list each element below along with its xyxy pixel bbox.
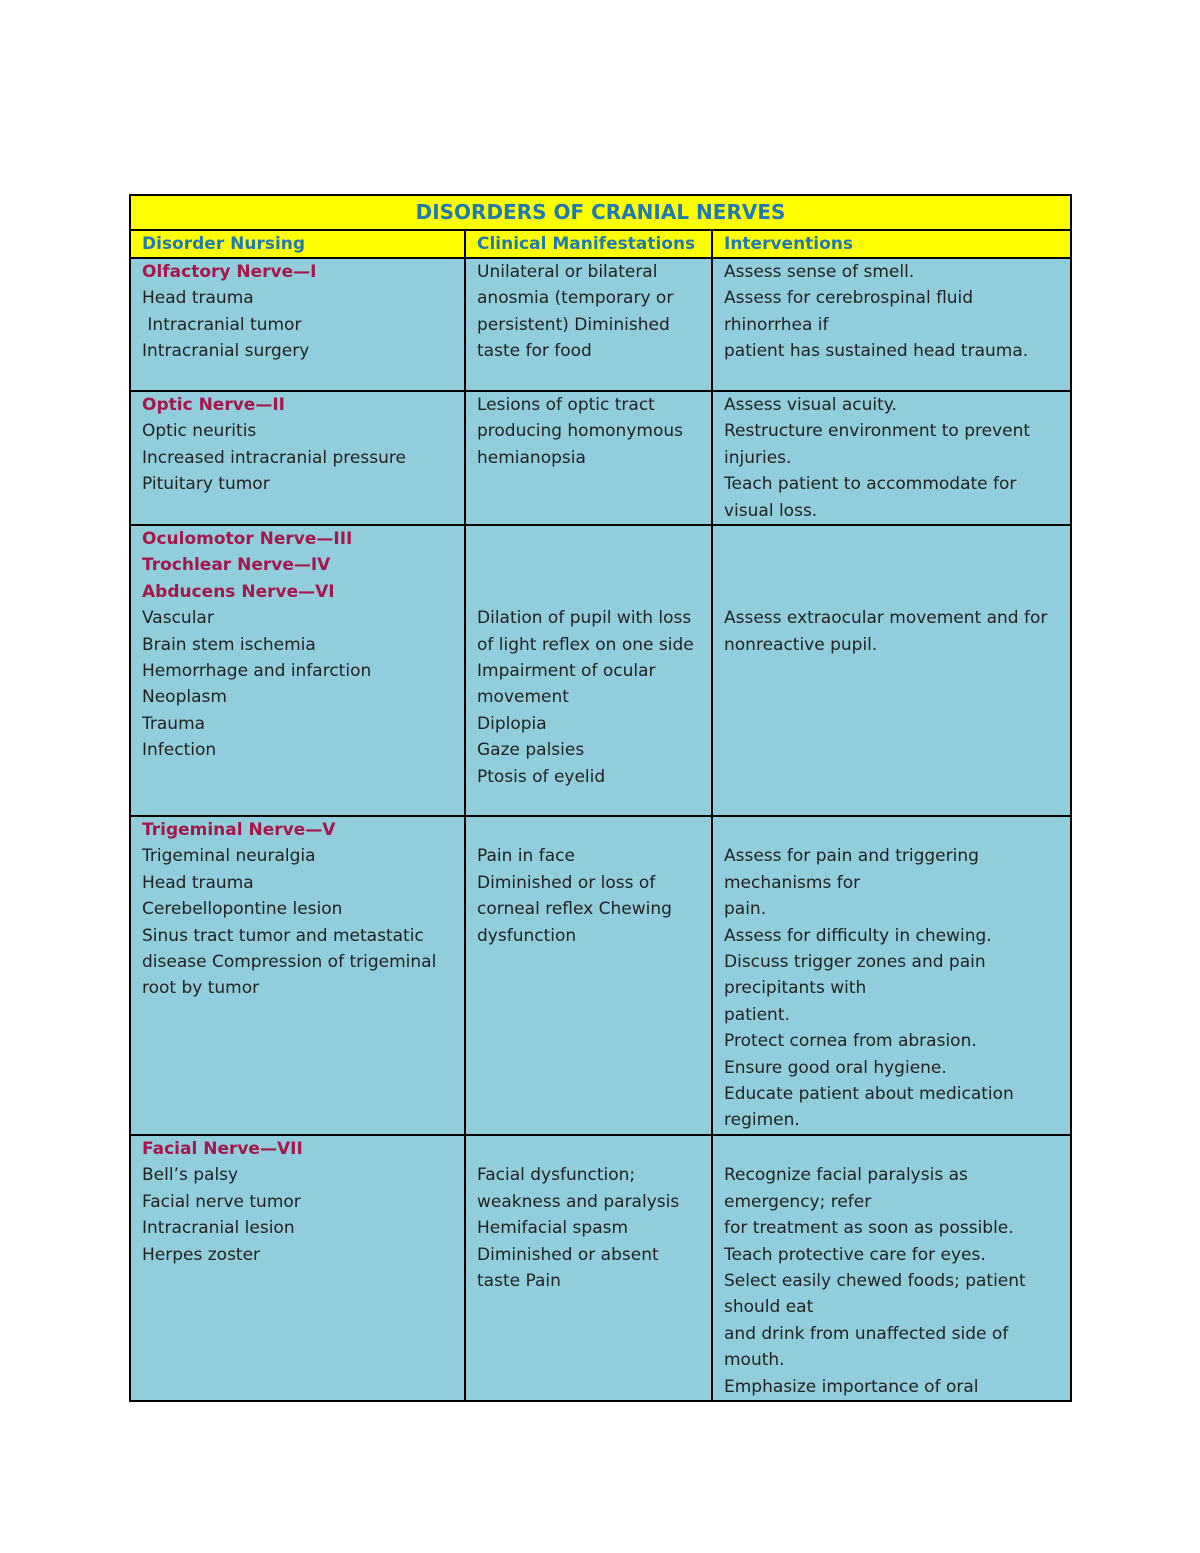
disorder-item: Head trauma [142,288,254,309]
spacer [477,1136,703,1162]
intervention-line: visual loss. [724,500,818,521]
intervention-line: patient. [724,1004,790,1025]
disorder-item: Facial nerve tumor [142,1191,301,1212]
disorder-item: Herpes zoster [142,1244,261,1265]
intervention-line: Assess for difficulty in chewing. [724,925,992,946]
nerve-name: Oculomotor Nerve—III [142,529,353,550]
manifestation-line: Ptosis of eyelid [477,766,606,787]
intervention-line: for treatment as soon as possible. [724,1218,1014,1239]
disorder-cell [130,391,465,525]
disorder-item: Hemorrhage and infarction [142,661,372,682]
intervention-line: patient has sustained head trauma. [724,341,1029,362]
title-row [130,195,1071,230]
disorder-item: Cerebellopontine lesion [142,899,343,920]
table-row [130,258,1071,391]
intervention-line: Assess for cerebrospinal fluid [724,288,974,309]
manifestation-line: Lesions of optic tract [477,395,655,415]
manifestation-line: corneal reflex Chewing [477,899,672,920]
intervention-line: nonreactive pupil. [724,634,878,655]
disorder-item: Neoplasm [142,687,227,708]
intervention-line: Select easily chewed foods; patient [724,1270,1026,1291]
intervention-line: mouth. [724,1350,785,1371]
intervention-line: Teach patient to accommodate for [724,474,1017,495]
disorder-item: Pituitary tumor [142,474,270,495]
nerve-name: Trochlear Nerve—IV [142,555,331,576]
manifestation-line: persistent) Diminished [477,314,670,335]
manifestation-line: of light reflex on one side [477,634,694,655]
column-header-interventions: Interventions [712,230,1071,258]
disorder-item: Sinus tract tumor and metastatic [142,925,424,946]
intervention-line: Assess extraocular movement and for [724,608,1048,629]
table-row [130,816,1071,1135]
nerve-name: Trigeminal Nerve—V [142,820,336,841]
spacer [724,552,1062,578]
nerve-name: Olfactory Nerve—I [142,262,317,282]
manifestation-line: Diplopia [477,713,547,734]
manifestation-line: movement [477,687,569,708]
nerve-name: Facial Nerve—VII [142,1138,303,1159]
intervention-line: Assess visual acuity. [724,395,897,415]
column-header-disorder: Disorder Nursing [130,230,465,258]
spacer [477,552,703,578]
disorder-cell [130,1135,465,1401]
intervention-line: injuries. [724,447,792,468]
disorder-item: Increased intracranial pressure [142,447,406,468]
manifestation-line: Pain in face [477,846,575,867]
manifestation-line: producing homonymous [477,421,683,442]
intervention-line: Ensure good oral hygiene. [724,1057,947,1078]
intervention-line: pain. [724,899,767,920]
interventions-cell [712,1135,1071,1401]
manifestation-line: dysfunction [477,925,577,946]
intervention-line: Discuss trigger zones and pain [724,952,986,973]
disorder-item: Head trauma [142,872,254,893]
interventions-cell [712,258,1071,391]
spacer [477,579,703,605]
manifestation-line: Diminished or absent [477,1244,659,1265]
disorder-item: Bell’s palsy [142,1165,239,1186]
manifestation-line: weakness and paralysis [477,1191,680,1212]
disorder-item: Intracranial surgery [142,341,310,362]
manifestation-line: anosmia (temporary or [477,288,674,309]
disorder-item: Intracranial tumor [142,314,302,335]
disorder-cell [130,525,465,816]
manifestations-cell [465,816,712,1135]
disorder-item: Optic neuritis [142,421,257,442]
manifestation-line: Hemifacial spasm [477,1218,629,1239]
intervention-line: rhinorrhea if [724,314,829,335]
manifestation-line: Diminished or loss of [477,872,656,893]
disorder-item: Trauma [142,713,206,734]
intervention-line: Assess sense of smell. [724,262,915,282]
disorder-cell [130,258,465,391]
manifestation-line: Dilation of pupil with loss [477,608,692,629]
manifestation-line: Impairment of ocular [477,661,656,682]
manifestation-line: hemianopsia [477,447,586,468]
manifestations-cell [465,258,712,391]
intervention-line: Recognize facial paralysis as [724,1165,968,1186]
interventions-cell [712,525,1071,816]
disorder-item: Infection [142,740,217,761]
spacer [724,817,1062,843]
disorder-item: root by tumor [142,978,260,999]
spacer [477,817,703,843]
manifestation-line: taste Pain [477,1270,561,1291]
intervention-line: Educate patient about medication [724,1084,1014,1105]
intervention-line: regimen. [724,1110,800,1131]
header-row [130,230,1071,258]
manifestations-cell [465,391,712,525]
table-row [130,1135,1071,1401]
nerve-name: Abducens Nerve—VI [142,581,335,602]
spacer [724,526,1062,552]
disorder-item: disease Compression of trigeminal [142,952,437,973]
manifestation-line: Gaze palsies [477,740,585,761]
spacer [724,1136,1062,1162]
manifestation-line: taste for food [477,341,592,362]
disorder-item: Brain stem ischemia [142,634,316,655]
table-title: DISORDERS OF CRANIAL NERVES [130,195,1071,230]
intervention-line: emergency; refer [724,1191,872,1212]
table-row [130,525,1071,816]
intervention-line: precipitants with [724,978,867,999]
manifestation-line: Unilateral or bilateral [477,262,658,282]
intervention-line: Protect cornea from abrasion. [724,1031,977,1052]
nerve-name: Optic Nerve—II [142,395,285,415]
disorder-item: Intracranial lesion [142,1218,295,1239]
interventions-cell [712,816,1071,1135]
manifestations-cell [465,525,712,816]
column-header-manifestations: Clinical Manifestations [465,230,712,258]
disorder-item: Vascular [142,608,214,629]
table-row [130,391,1071,525]
cranial-nerves-table [129,194,1072,1402]
disorder-cell [130,816,465,1135]
intervention-line: Assess for pain and triggering [724,846,979,867]
interventions-cell [712,391,1071,525]
spacer [724,579,1062,605]
intervention-line: Emphasize importance of oral [724,1376,979,1397]
intervention-line: should eat [724,1297,814,1318]
disorder-item: Trigeminal neuralgia [142,846,316,867]
intervention-line: Teach protective care for eyes. [724,1244,986,1265]
intervention-line: mechanisms for [724,872,861,893]
intervention-line: and drink from unaffected side of [724,1323,1009,1344]
manifestations-cell [465,1135,712,1401]
manifestation-line: Facial dysfunction; [477,1165,636,1186]
intervention-line: Restructure environment to prevent [724,421,1031,442]
spacer [477,526,703,552]
